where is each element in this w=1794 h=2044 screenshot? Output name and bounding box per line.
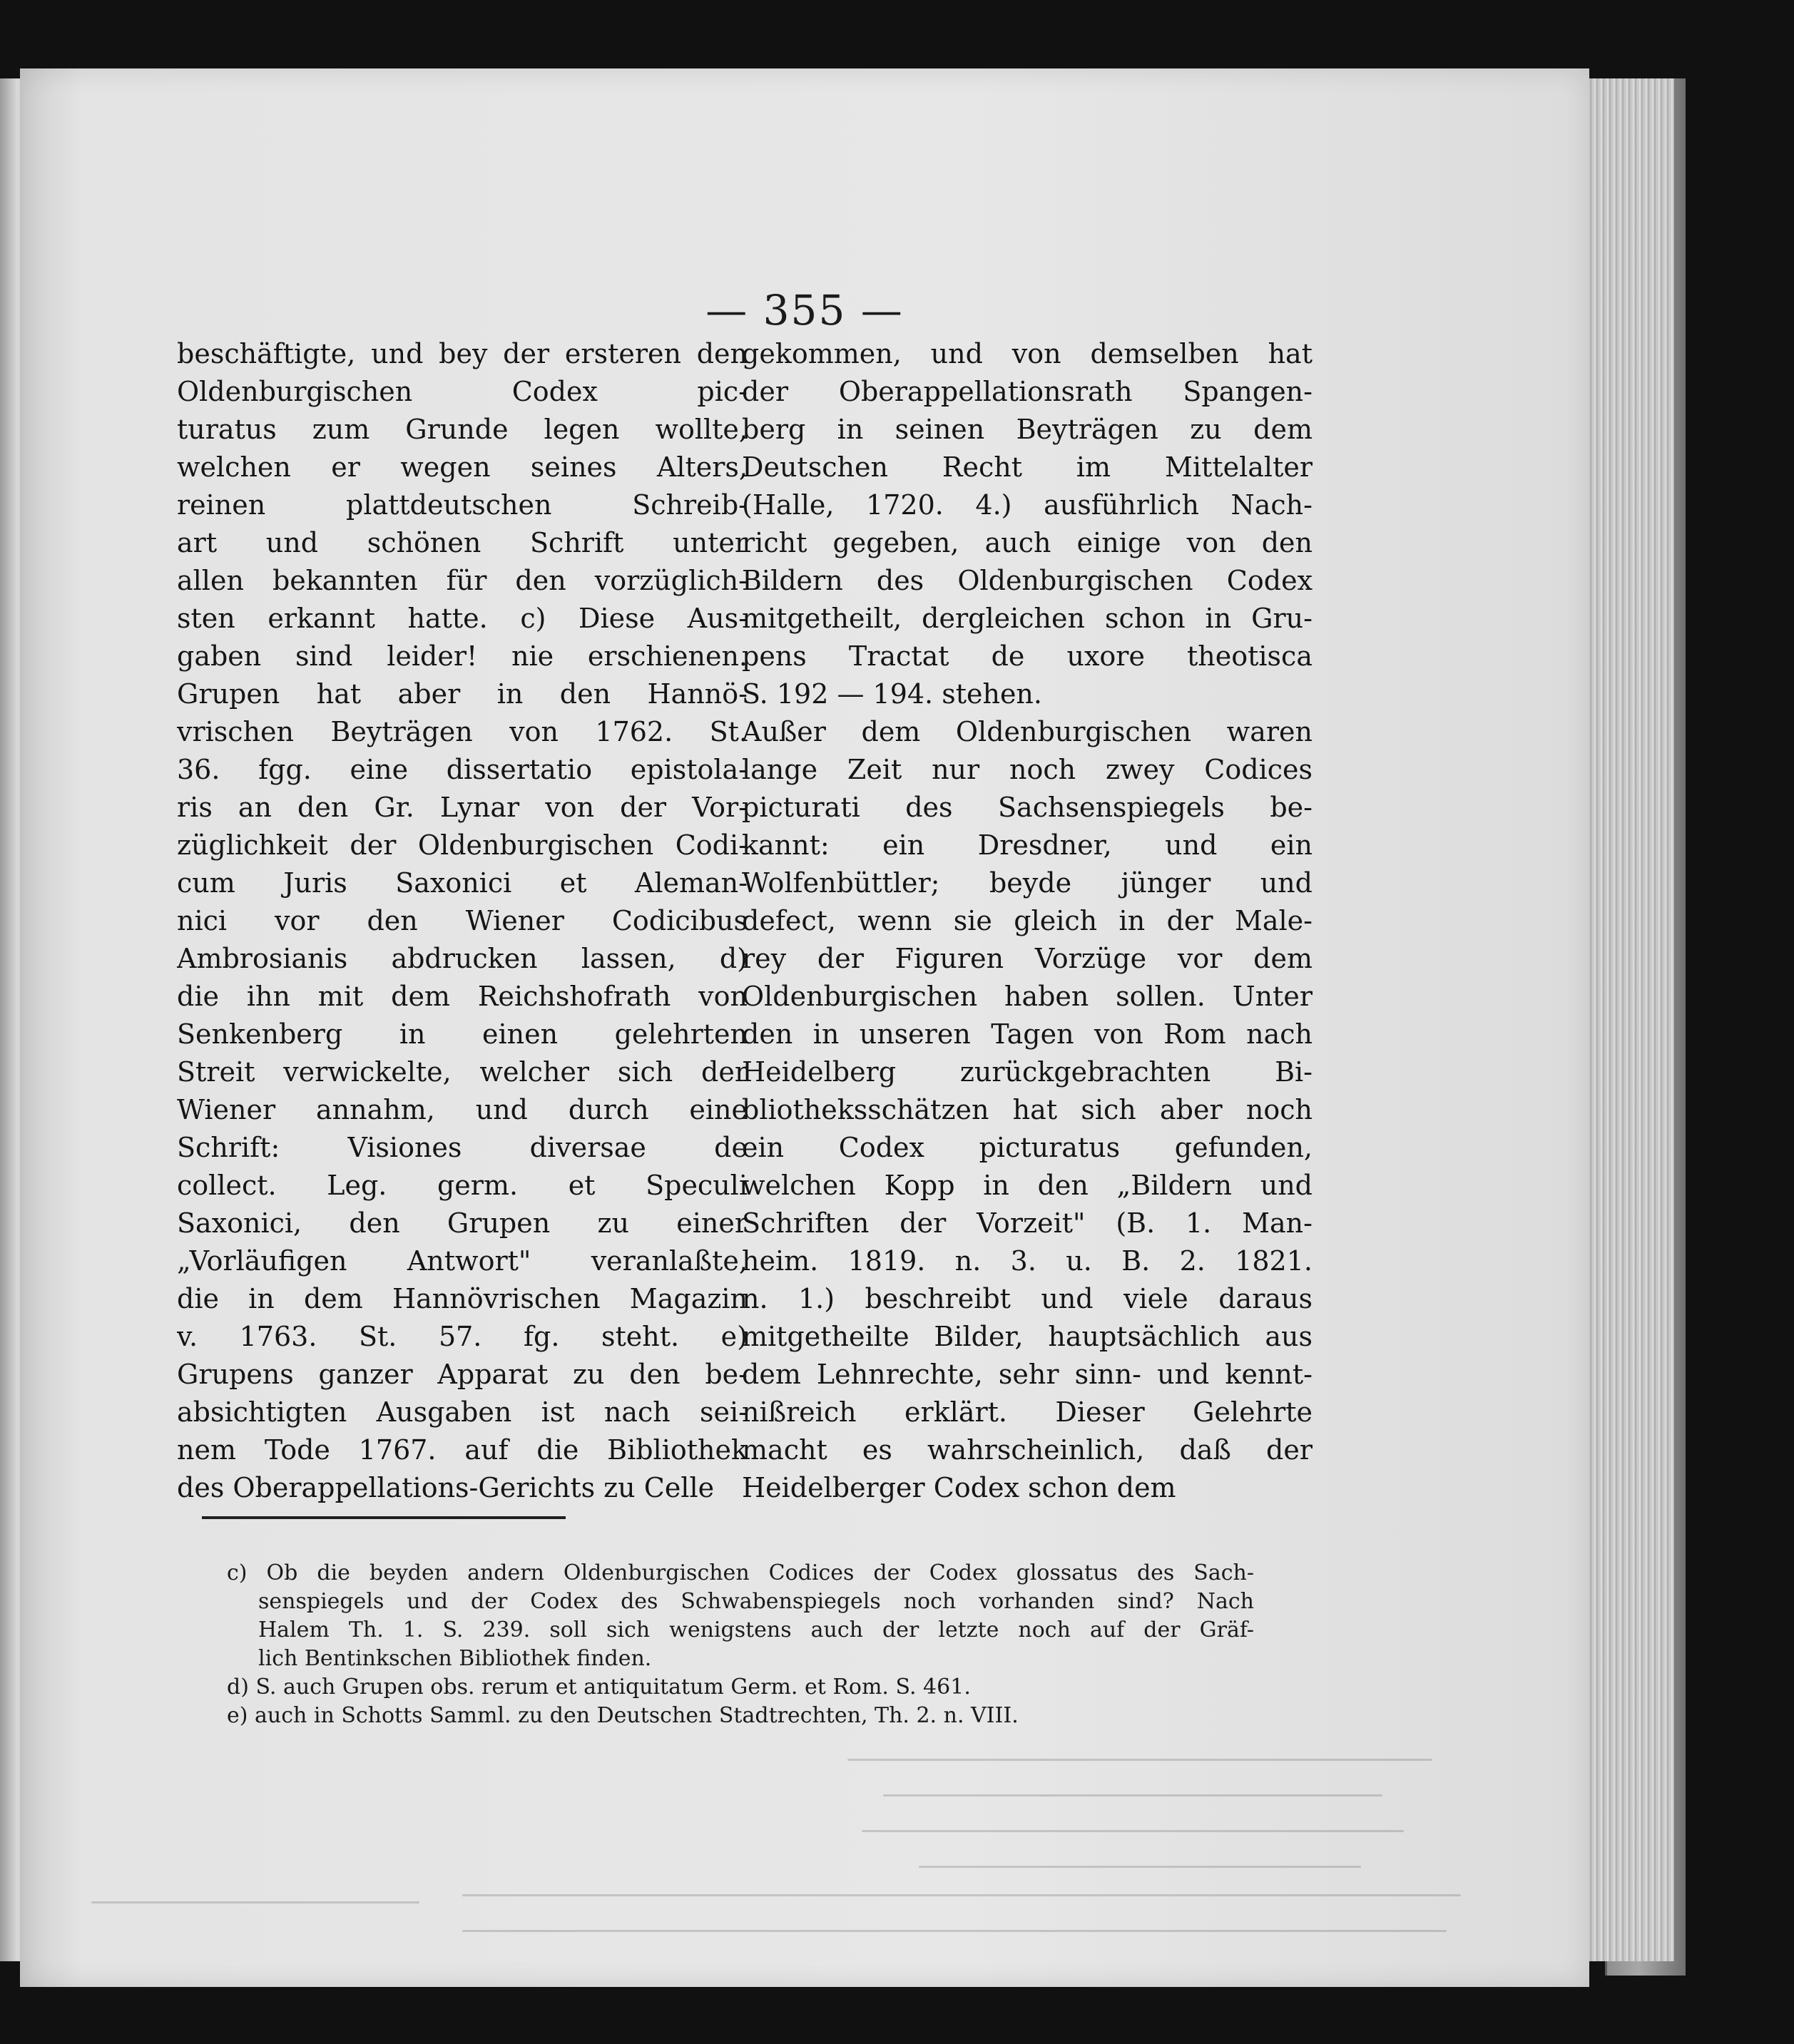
text-line: der Oberappellationsrath Spangen- (742, 376, 1313, 407)
text-line: collect. Leg. germ. et Speculi (177, 1170, 748, 1201)
text-line: nici vor den Wiener Codicibus (177, 905, 748, 936)
text-line: (Halle, 1720. 4.) ausführlich Nach- (742, 489, 1313, 521)
text-line: „Vorläufigen Antwort" veranlaßte, (177, 1245, 748, 1277)
text-line: nem Tode 1767. auf die Bibliothek (177, 1434, 748, 1466)
text-line: Schrift: Visiones diversae de (177, 1132, 748, 1163)
text-line: Heidelberg zurückgebrachten Bi- (742, 1056, 1313, 1088)
handwriting-stroke (919, 1866, 1361, 1868)
text-line: art und schönen Schrift unter (177, 527, 748, 558)
text-line: S. 192 — 194. stehen. (742, 678, 1042, 710)
text-line: ein Codex picturatus gefunden, (742, 1132, 1313, 1163)
text-line: die ihn mit dem Reichshofrath von (177, 981, 748, 1012)
footnote-line: e) auch in Schotts Samml. zu den Deutschen Stadtrechten, Th. 2. n. VIII. (227, 1703, 1019, 1728)
text-line: richt gegeben, auch einige von den (742, 527, 1313, 558)
right-text-column (742, 335, 1313, 1507)
text-line: absichtigten Ausgaben ist nach sei- (177, 1396, 748, 1428)
text-line: berg in seinen Beyträgen zu dem (742, 414, 1313, 445)
text-line: reinen plattdeutschen Schreib- (177, 489, 748, 521)
text-line: allen bekannten für den vorzüglich- (177, 565, 748, 596)
text-line: Ambrosianis abdrucken lassen, d) (177, 943, 748, 974)
text-line: gaben sind leider! nie erschienen. (177, 640, 748, 672)
text-line: Außer dem Oldenburgischen waren (742, 716, 1313, 747)
text-line: Wiener annahm, und durch eine (177, 1094, 748, 1125)
text-line: dem Lehnrechte, sehr sinn- und kennt- (742, 1359, 1313, 1390)
text-line: bliotheksschätzen hat sich aber noch (742, 1094, 1313, 1125)
handwriting-stroke (883, 1794, 1382, 1797)
text-line: züglichkeit der Oldenburgischen Codi- (177, 829, 748, 861)
text-line: Grupens ganzer Apparat zu den be- (177, 1359, 748, 1390)
text-line: Bildern des Oldenburgischen Codex (742, 565, 1313, 596)
text-line: defect, wenn sie gleich in der Male- (742, 905, 1313, 936)
text-line: turatus zum Grunde legen wollte, (177, 414, 748, 445)
footnote-line: senspiegels und der Codex des Schwabenspiegels noch vorhanden sind? Nach (258, 1589, 1254, 1614)
text-line: kannt: ein Dresdner, und ein (742, 829, 1313, 861)
text-line: Schriften der Vorzeit" (B. 1. Man- (742, 1207, 1313, 1239)
handwriting-stroke (91, 1901, 419, 1904)
footnote-line: c) Ob die beyden andern Oldenburgischen Codices der Codex glossatus des Sach- (227, 1560, 1254, 1585)
text-line: pens Tractat de uxore theotisca (742, 640, 1313, 672)
text-line: Saxonici, den Grupen zu einer (177, 1207, 748, 1239)
handwriting-stroke (862, 1830, 1404, 1832)
footnote-line: d) S. auch Grupen obs. rerum et antiquitatum Germ. et Rom. S. 461. (227, 1675, 971, 1700)
page-number: — 355 — (705, 286, 904, 334)
footnote-line: Halem Th. 1. S. 239. soll sich wenigstens auch der letzte noch auf der Gräf- (258, 1618, 1254, 1642)
text-line: den in unseren Tagen von Rom nach (742, 1018, 1313, 1050)
text-line: Streit verwickelte, welcher sich der (177, 1056, 748, 1088)
text-line: welchen er wegen seines Alters, (177, 451, 748, 483)
text-line: Wolfenbüttler; beyde jünger und (742, 867, 1313, 899)
text-line: cum Juris Saxonici et Aleman- (177, 867, 748, 899)
text-line: macht es wahrscheinlich, daß der (742, 1434, 1313, 1466)
faint-handwritten-notes (63, 1752, 1525, 1966)
handwriting-stroke (847, 1759, 1432, 1761)
text-line: sten erkannt hatte. c) Diese Aus- (177, 603, 748, 634)
left-text-column (177, 335, 748, 1507)
footnotes (227, 1559, 1254, 1730)
text-line: ris an den Gr. Lynar von der Vor- (177, 792, 748, 823)
text-line: gekommen, und von demselben hat (742, 338, 1313, 369)
text-line: heim. 1819. n. 3. u. B. 2. 1821. (742, 1245, 1313, 1277)
text-line: Oldenburgischen Codex pic- (177, 376, 748, 407)
text-line: die in dem Hannövrischen Magazin (177, 1283, 748, 1314)
text-line: Heidelberger Codex schon dem (742, 1472, 1176, 1503)
text-line: Oldenburgischen haben sollen. Unter (742, 981, 1313, 1012)
text-line: mitgetheilt, dergleichen schon in Gru- (742, 603, 1313, 634)
book-page (20, 68, 1589, 1987)
handwriting-stroke (462, 1894, 1461, 1896)
text-line: beschäftigte, und bey der ersteren den (177, 338, 748, 369)
footnote-line: lich Bentinkschen Bibliothek finden. (258, 1646, 652, 1671)
text-line: des Oberappellations-Gerichts zu Celle (177, 1472, 715, 1503)
text-line: nißreich erklärt. Dieser Gelehrte (742, 1396, 1313, 1428)
text-line: vrischen Beyträgen von 1762. St. (177, 716, 748, 747)
text-line: welchen Kopp in den „Bildern und (742, 1170, 1313, 1201)
text-line: n. 1.) beschreibt und viele daraus (742, 1283, 1313, 1314)
text-line: Deutschen Recht im Mittelalter (742, 451, 1313, 483)
handwriting-stroke (462, 1930, 1447, 1932)
footnote-separator (202, 1516, 566, 1519)
text-line: 36. fgg. eine dissertatio epistola- (177, 754, 748, 785)
text-line: Senkenberg in einen gelehrten (177, 1018, 748, 1050)
text-line: rey der Figuren Vorzüge vor dem (742, 943, 1313, 974)
text-line: mitgetheilte Bilder, hauptsächlich aus (742, 1321, 1313, 1352)
text-line: v. 1763. St. 57. fg. steht. e) (177, 1321, 748, 1352)
text-line: Grupen hat aber in den Hannö- (177, 678, 748, 710)
text-line: picturati des Sachsenspiegels be- (742, 792, 1313, 823)
text-line: lange Zeit nur noch zwey Codices (742, 754, 1313, 785)
